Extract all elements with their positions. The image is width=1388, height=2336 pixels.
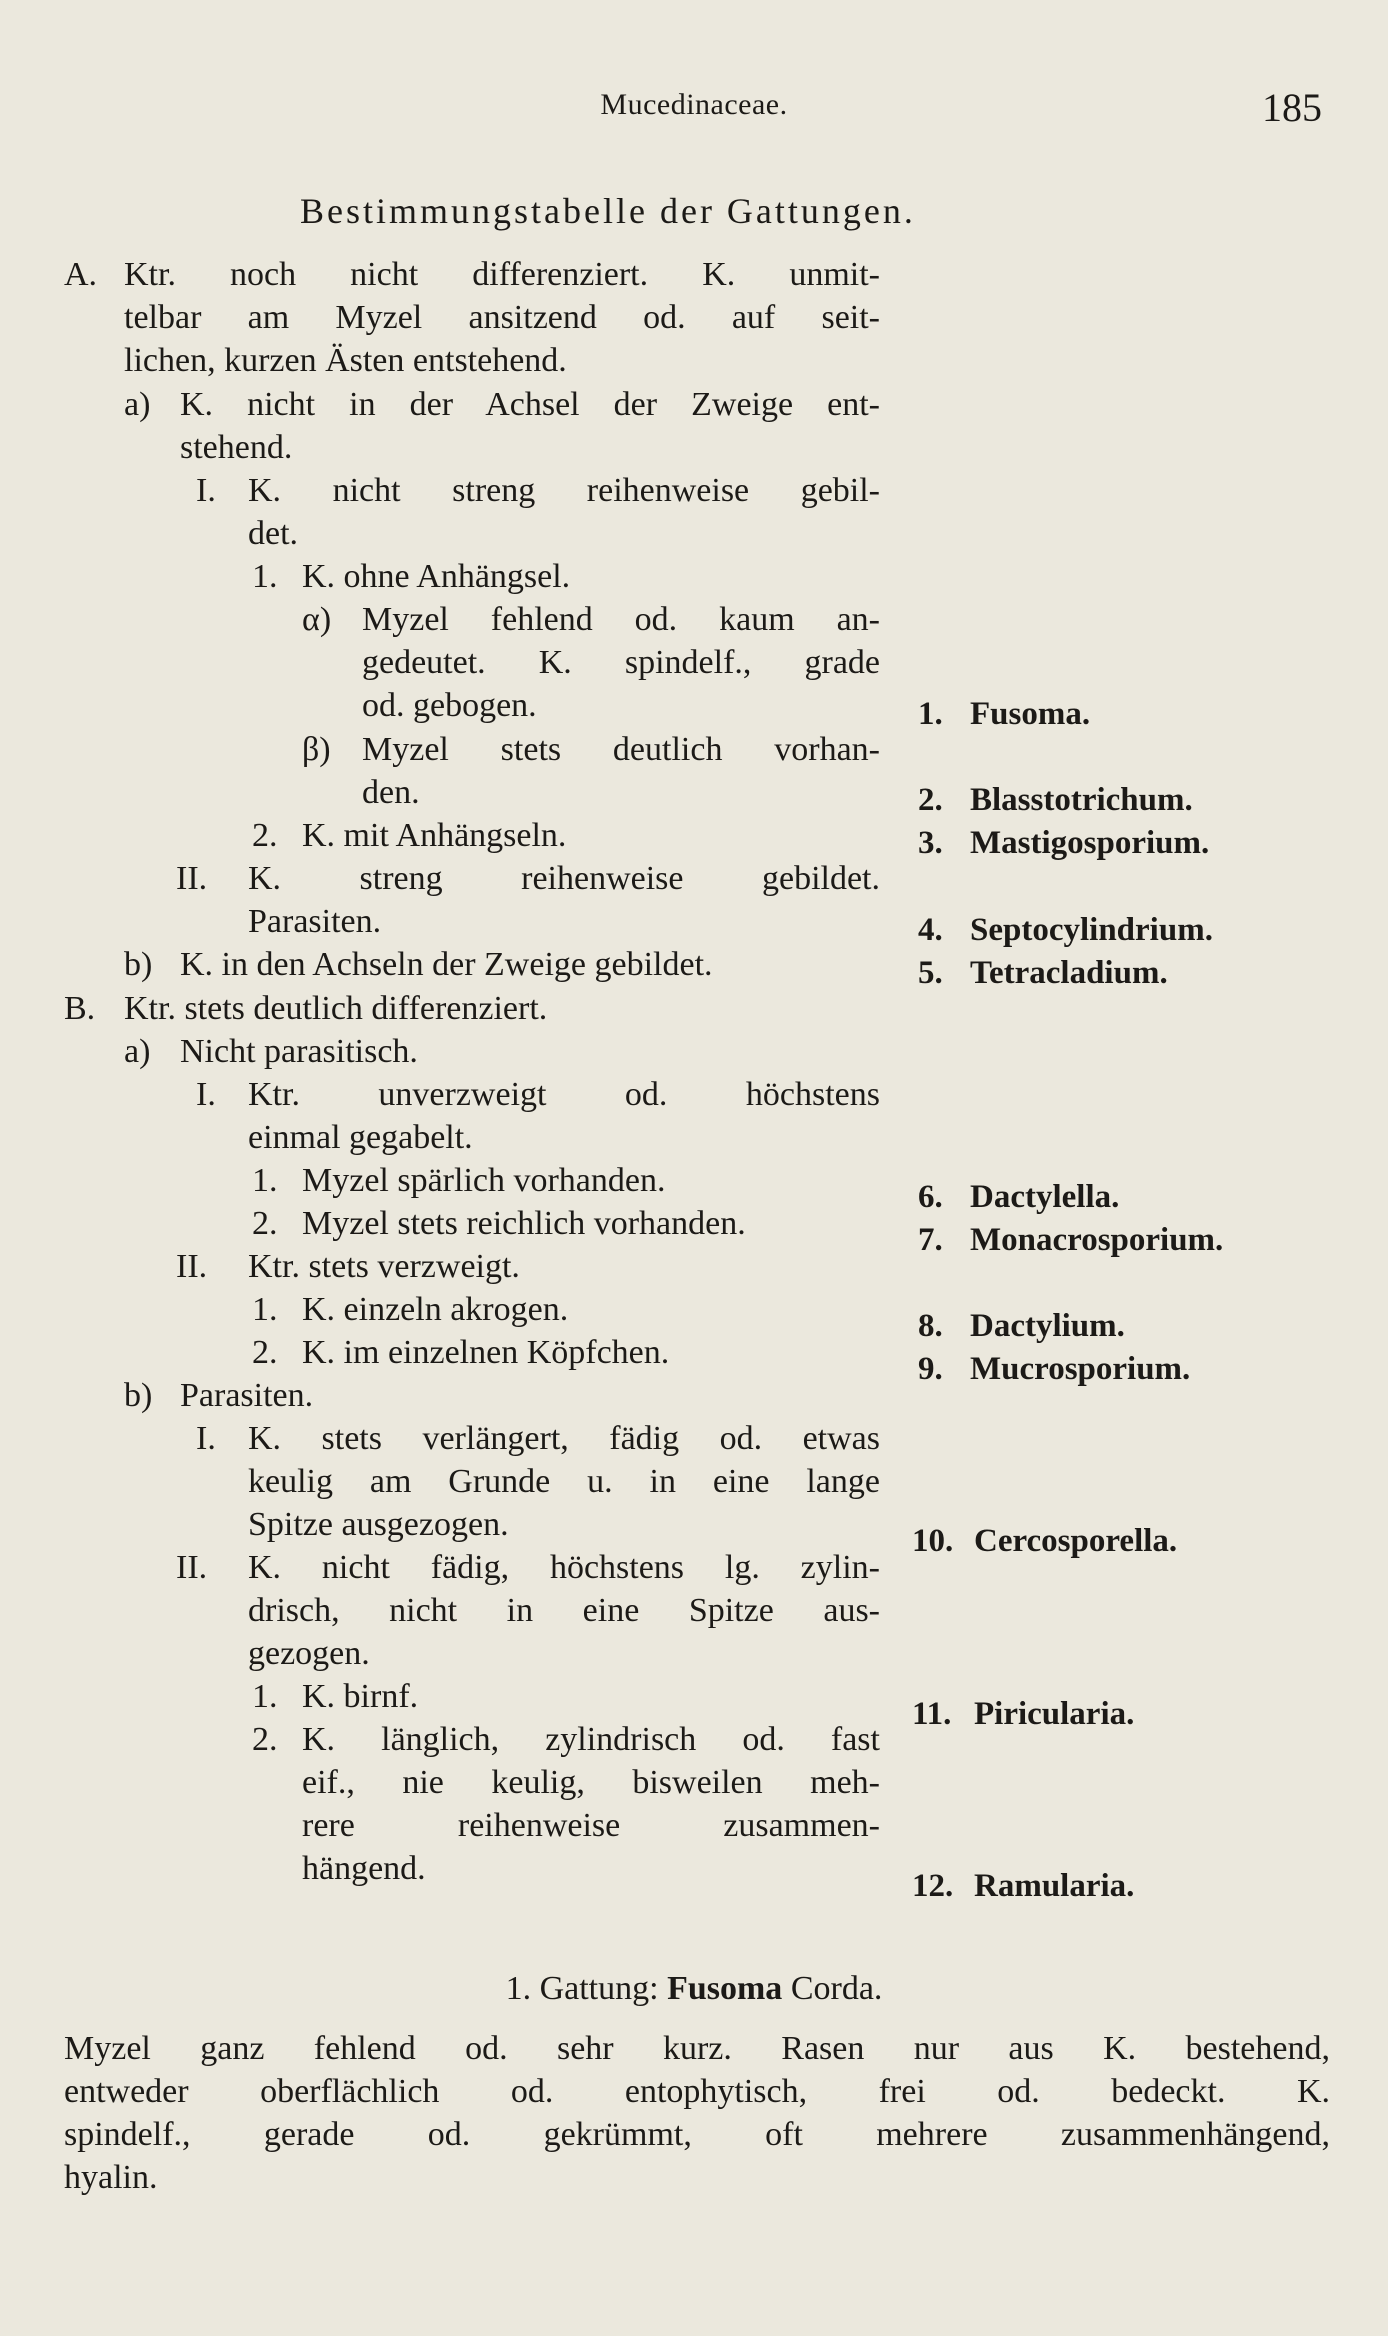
genus-name: Piricularia. xyxy=(974,1696,1135,1732)
genus-name: Monacrosporium. xyxy=(970,1222,1224,1258)
key-line-label: II. xyxy=(176,1549,208,1586)
running-title: Mucedinaceae. xyxy=(600,88,788,121)
genus-result xyxy=(918,698,1090,731)
key-line-text: K. einzeln akrogen. xyxy=(302,1291,569,1328)
genus-number: 5. xyxy=(918,955,943,991)
key-line-text: Myzel fehlend od. kaum an- xyxy=(362,601,880,638)
genus-name: Tetracladium. xyxy=(970,955,1168,991)
key-line xyxy=(362,776,420,810)
key-line xyxy=(124,1379,313,1413)
key-line xyxy=(124,1035,418,1069)
genus-name: Mastigosporium. xyxy=(970,825,1210,861)
key-line-label: I. xyxy=(196,1076,216,1113)
key-line-text: K. nicht in der Achsel der Zweige ent- xyxy=(180,386,880,423)
key-line-label: 1. xyxy=(252,1162,278,1199)
key-line-text: K. nicht fädig, höchstens lg. zylin- xyxy=(248,1549,880,1586)
genus-name: Dactylium. xyxy=(970,1308,1125,1344)
genus-number: 12. xyxy=(912,1868,954,1904)
key-line-label: 2. xyxy=(252,1205,278,1242)
genus-number: 1. xyxy=(918,696,943,732)
key-line xyxy=(248,1121,473,1155)
key-line xyxy=(196,474,880,508)
genus-number: 8. xyxy=(918,1308,943,1344)
key-line xyxy=(252,1723,880,1757)
key-line xyxy=(124,948,713,982)
genus-name: Septocylindrium. xyxy=(970,912,1213,948)
key-line xyxy=(362,646,880,680)
key-line xyxy=(302,603,880,637)
key-line-label: I. xyxy=(196,1420,216,1457)
genus-number: 4. xyxy=(918,912,943,948)
description-line: Myzel ganz fehlend od. sehr kurz. Rasen nur aus K. bestehend, xyxy=(64,2030,1330,2067)
key-line-text: K. nicht streng reihenweise gebil- xyxy=(248,472,880,509)
key-line-text: keulig am Grunde u. in eine lange xyxy=(248,1463,880,1500)
genus-name: Mucrosporium. xyxy=(970,1351,1191,1387)
genus-number: 6. xyxy=(918,1179,943,1215)
key-line xyxy=(64,992,547,1026)
genus-heading xyxy=(0,1970,1388,2008)
genus-name: Cercosporella. xyxy=(974,1523,1178,1559)
key-line-label: II. xyxy=(176,1248,208,1285)
key-line xyxy=(248,905,381,939)
key-line-text: K. stets verlängert, fädig od. etwas xyxy=(248,1420,880,1457)
key-line xyxy=(248,517,298,551)
key-line xyxy=(176,862,880,896)
key-line-text: gezogen. xyxy=(248,1635,370,1672)
key-line-text: hängend. xyxy=(302,1850,426,1887)
key-line xyxy=(252,560,570,594)
key-line-text: den. xyxy=(362,774,420,811)
key-line-text: K. streng reihenweise gebildet. xyxy=(248,860,880,897)
key-line xyxy=(252,819,566,853)
key-line xyxy=(362,689,537,723)
key-line xyxy=(124,344,567,378)
description-line: entweder oberflächlich od. entophytisch, frei od. bedeckt. K. xyxy=(64,2073,1330,2110)
key-line-text: K. birnf. xyxy=(302,1678,419,1715)
key-line-text: det. xyxy=(248,515,299,552)
key-line-label: 2. xyxy=(252,1334,278,1371)
genus-result xyxy=(918,827,1209,860)
description-line: spindelf., gerade od. gekrümmt, oft mehrere zusammenhängend, xyxy=(64,2116,1330,2153)
key-line-text: Myzel stets deutlich vorhan- xyxy=(362,731,880,768)
key-line xyxy=(248,1465,880,1499)
key-line-label: A. xyxy=(64,256,98,293)
key-line-text: Myzel stets reichlich vorhanden. xyxy=(302,1205,746,1242)
key-line xyxy=(124,388,880,422)
key-line-text: Nicht parasitisch. xyxy=(180,1033,418,1070)
genus-result xyxy=(918,1310,1125,1343)
genus-heading-name: Fusoma xyxy=(667,1970,783,2007)
key-line xyxy=(252,1207,746,1241)
key-line-text: K. in den Achseln der Zweige gebildet. xyxy=(180,946,713,983)
key-line-text: drisch, nicht in eine Spitze aus- xyxy=(248,1592,880,1629)
key-line-label: 1. xyxy=(252,1678,278,1715)
genus-result xyxy=(918,784,1193,817)
key-line xyxy=(302,1852,426,1886)
key-line-label: II. xyxy=(176,860,208,897)
key-line xyxy=(180,431,292,465)
key-line-text: Parasiten. xyxy=(180,1377,314,1414)
key-line-label: 2. xyxy=(252,817,278,854)
key-line xyxy=(64,258,880,292)
key-line-label: I. xyxy=(196,472,216,509)
key-line-text: gedeutet. K. spindelf., grade xyxy=(362,644,880,681)
key-line xyxy=(302,1766,880,1800)
key-line xyxy=(248,1508,509,1542)
key-line xyxy=(176,1551,880,1585)
key-line-text: K. ohne Anhängsel. xyxy=(302,558,571,595)
key-line xyxy=(252,1336,669,1370)
key-line-label: a) xyxy=(124,1033,151,1070)
key-line-text: Ktr. stets verzweigt. xyxy=(248,1248,520,1285)
key-line xyxy=(176,1250,520,1284)
key-line-label: α) xyxy=(302,601,332,638)
key-line xyxy=(302,733,880,767)
genus-result xyxy=(912,1870,1134,1903)
genus-number: 11. xyxy=(912,1696,952,1732)
genus-result xyxy=(918,1181,1119,1214)
key-line xyxy=(252,1680,418,1714)
description-line: hyalin. xyxy=(64,2159,158,2196)
key-line-text: od. gebogen. xyxy=(362,687,537,724)
genus-number: 9. xyxy=(918,1351,943,1387)
genus-name: Dactylella. xyxy=(970,1179,1120,1215)
key-line xyxy=(248,1637,370,1671)
genus-result xyxy=(918,957,1168,990)
key-line xyxy=(252,1293,568,1327)
key-line-text: lichen, kurzen Ästen entstehend. xyxy=(124,342,567,379)
genus-name: Ramularia. xyxy=(974,1868,1135,1904)
key-line xyxy=(196,1078,880,1112)
genus-heading-prefix: 1. Gattung: xyxy=(505,1970,659,2007)
key-line-text: Ktr. noch nicht differenziert. K. unmit- xyxy=(124,256,880,293)
genus-result xyxy=(918,1353,1190,1386)
key-line-label: b) xyxy=(124,1377,153,1414)
genus-number: 3. xyxy=(918,825,943,861)
key-line-text: telbar am Myzel ansitzend od. auf seit- xyxy=(124,299,880,336)
key-line-text: stehend. xyxy=(180,429,293,466)
key-line-text: Parasiten. xyxy=(248,903,382,940)
key-line-text: Spitze ausgezogen. xyxy=(248,1506,509,1543)
genus-number: 2. xyxy=(918,782,943,818)
key-line xyxy=(124,301,880,335)
key-line-label: b) xyxy=(124,946,153,983)
key-line-label: 1. xyxy=(252,558,278,595)
key-line-text: Ktr. stets deutlich differenziert. xyxy=(124,990,548,1027)
genus-result xyxy=(912,1698,1134,1731)
genus-number: 10. xyxy=(912,1523,954,1559)
key-line-text: Ktr. unverzweigt od. höchstens xyxy=(248,1076,880,1113)
key-line-text: einmal gegabelt. xyxy=(248,1119,473,1156)
key-line xyxy=(252,1164,666,1198)
key-line-text: K. im einzelnen Köpfchen. xyxy=(302,1334,670,1371)
genus-heading-author: Corda. xyxy=(790,1970,883,2007)
table-title: Bestimmungstabelle der Gattungen. xyxy=(300,191,916,231)
key-line xyxy=(302,1809,880,1843)
genus-number: 7. xyxy=(918,1222,943,1258)
genus-name: Fusoma. xyxy=(970,696,1091,732)
page-number: 185 xyxy=(1262,85,1322,130)
genus-result xyxy=(918,1224,1223,1257)
genus-result xyxy=(918,914,1213,947)
key-line-label: B. xyxy=(64,990,96,1027)
key-line-text: eif., nie keulig, bisweilen meh- xyxy=(302,1764,880,1801)
genus-name: Blasstotrichum. xyxy=(970,782,1193,818)
key-line-text: rere reihenweise zusammen- xyxy=(302,1807,880,1844)
key-line-text: K. länglich, zylindrisch od. fast xyxy=(302,1721,880,1758)
key-line-label: a) xyxy=(124,386,151,423)
key-line-text: Myzel spärlich vorhanden. xyxy=(302,1162,666,1199)
key-line-label: 1. xyxy=(252,1291,278,1328)
key-line xyxy=(196,1422,880,1456)
genus-result xyxy=(912,1525,1177,1558)
key-line-label: β) xyxy=(302,731,331,768)
key-line xyxy=(248,1594,880,1628)
key-line-text: K. mit Anhängseln. xyxy=(302,817,567,854)
key-line-label: 2. xyxy=(252,1721,278,1758)
